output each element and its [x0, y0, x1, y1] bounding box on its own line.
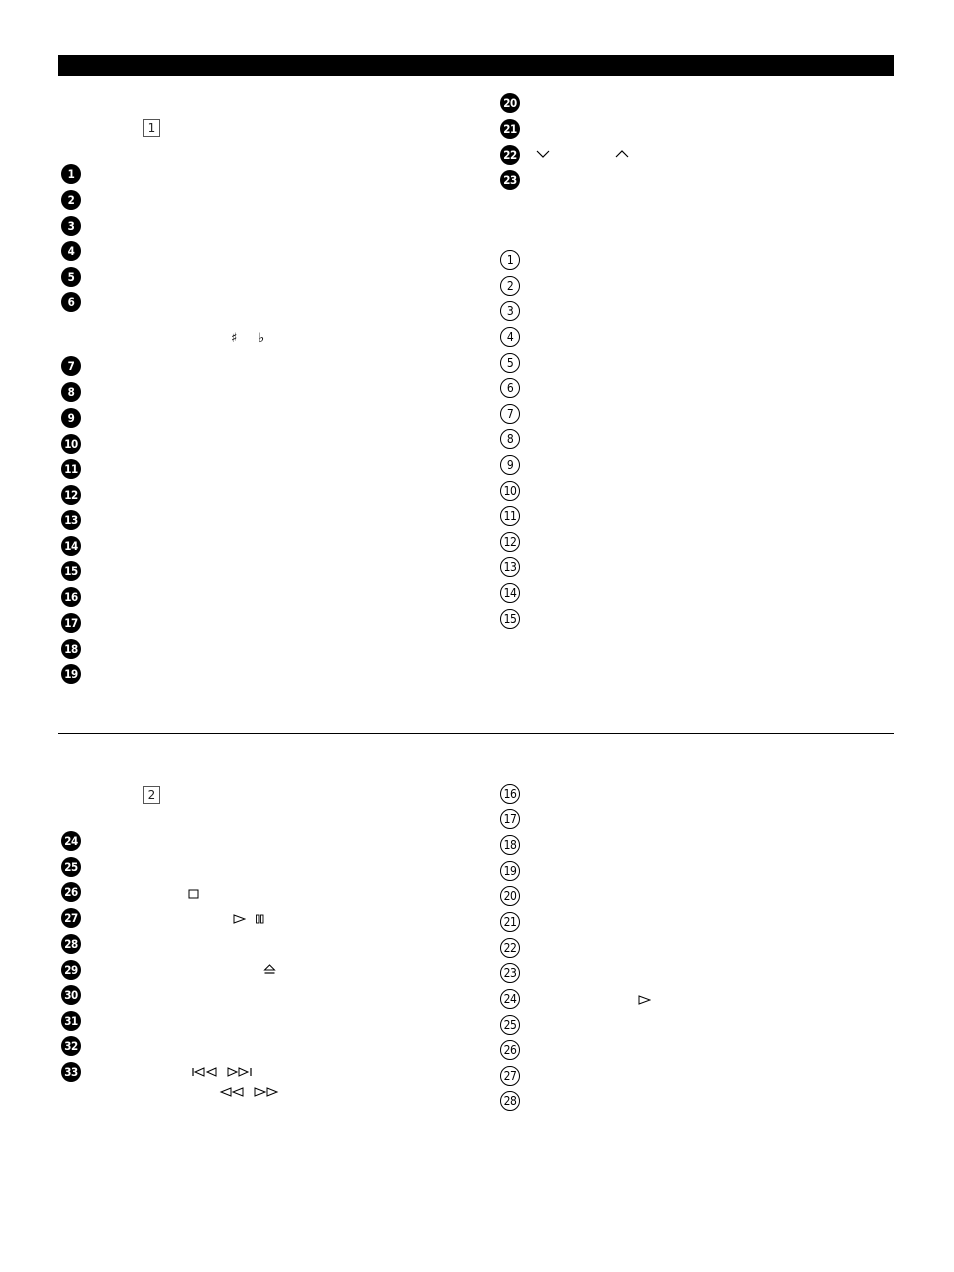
filled-number-marker: 27: [61, 908, 81, 928]
play-icon: [233, 914, 246, 924]
eject-icon: [263, 964, 276, 975]
outline-number-marker: 10: [500, 481, 520, 501]
filled-number-marker: 28: [61, 934, 81, 954]
outline-number-marker: 8: [500, 429, 520, 449]
figure-label-1: 1: [143, 119, 160, 137]
filled-number-marker: 8: [61, 382, 81, 402]
stop-icon: [188, 889, 199, 899]
filled-number-marker: 18: [61, 639, 81, 659]
filled-number-marker: 11: [61, 459, 81, 479]
sharp-icon: ♯: [231, 331, 238, 346]
outline-number-marker: 25: [500, 1015, 520, 1035]
filled-number-marker: 6: [61, 292, 81, 312]
outline-number-marker: 9: [500, 455, 520, 475]
filled-number-marker: 3: [61, 216, 81, 236]
filled-number-marker: 30: [61, 985, 81, 1005]
filled-number-marker: 2: [61, 190, 81, 210]
outline-number-marker: 4: [500, 327, 520, 347]
filled-number-marker: 25: [61, 857, 81, 877]
outline-number-marker: 14: [500, 583, 520, 603]
pause-icon: [255, 914, 265, 924]
filled-number-marker: 24: [61, 831, 81, 851]
filled-number-marker: 26: [61, 882, 81, 902]
skip-back-icon: [192, 1067, 218, 1077]
filled-number-marker: 1: [61, 164, 81, 184]
outline-number-marker: 27: [500, 1066, 520, 1086]
outline-number-marker: 20: [500, 886, 520, 906]
filled-number-marker: 14: [61, 536, 81, 556]
outline-number-marker: 1: [500, 250, 520, 270]
filled-number-marker: 22: [500, 145, 520, 165]
filled-number-marker: 32: [61, 1036, 81, 1056]
outline-number-marker: 15: [500, 609, 520, 629]
figure-label-2: 2: [143, 786, 160, 804]
rewind-icon: [219, 1087, 245, 1097]
filled-number-marker: 17: [61, 613, 81, 633]
outline-number-marker: 2: [500, 276, 520, 296]
outline-number-marker: 11: [500, 506, 520, 526]
outline-number-marker: 12: [500, 532, 520, 552]
chevron-down-icon: [536, 149, 550, 159]
outline-number-marker: 22: [500, 938, 520, 958]
filled-number-marker: 5: [61, 267, 81, 287]
filled-number-marker: 16: [61, 587, 81, 607]
outline-number-marker: 3: [500, 301, 520, 321]
filled-number-marker: 20: [500, 93, 520, 113]
outline-number-marker: 7: [500, 404, 520, 424]
outline-number-marker: 16: [500, 784, 520, 804]
flat-icon: ♭: [258, 331, 265, 346]
filled-number-marker: 19: [61, 664, 81, 684]
section-divider: [58, 733, 894, 734]
skip-forward-icon: [226, 1067, 252, 1077]
filled-number-marker: 9: [61, 408, 81, 428]
filled-number-marker: 33: [61, 1062, 81, 1082]
outline-number-marker: 28: [500, 1091, 520, 1111]
outline-number-marker: 17: [500, 809, 520, 829]
filled-number-marker: 10: [61, 434, 81, 454]
outline-number-marker: 23: [500, 963, 520, 983]
filled-number-marker: 7: [61, 356, 81, 376]
play-icon: [638, 995, 651, 1005]
outline-number-marker: 24: [500, 989, 520, 1009]
header-bar: [58, 55, 894, 76]
filled-number-marker: 29: [61, 960, 81, 980]
filled-number-marker: 21: [500, 119, 520, 139]
filled-number-marker: 23: [500, 170, 520, 190]
outline-number-marker: 21: [500, 912, 520, 932]
chevron-up-icon: [615, 149, 629, 159]
outline-number-marker: 13: [500, 557, 520, 577]
filled-number-marker: 31: [61, 1011, 81, 1031]
filled-number-marker: 13: [61, 510, 81, 530]
filled-number-marker: 4: [61, 241, 81, 261]
outline-number-marker: 5: [500, 353, 520, 373]
fast-forward-icon: [253, 1087, 279, 1097]
outline-number-marker: 26: [500, 1040, 520, 1060]
filled-number-marker: 12: [61, 485, 81, 505]
outline-number-marker: 6: [500, 378, 520, 398]
outline-number-marker: 18: [500, 835, 520, 855]
filled-number-marker: 15: [61, 561, 81, 581]
outline-number-marker: 19: [500, 861, 520, 881]
